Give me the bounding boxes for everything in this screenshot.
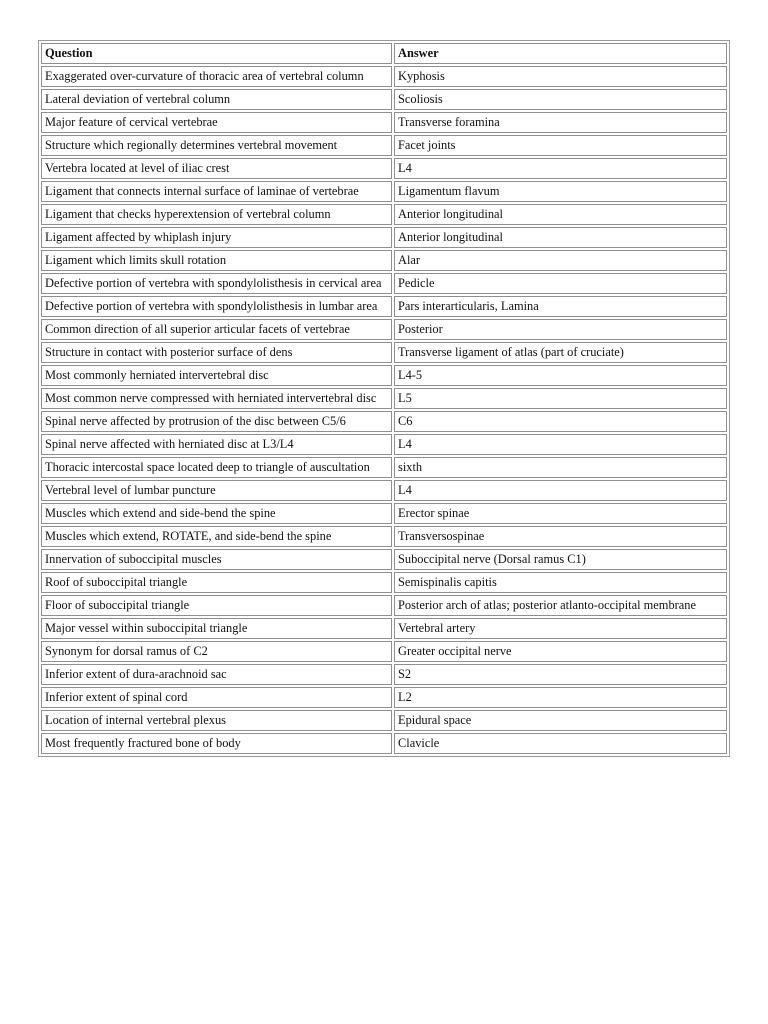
question-cell: Most commonly herniated intervertebral disc: [41, 365, 392, 386]
qa-table-container: [38, 40, 728, 757]
answer-cell: Anterior longitudinal: [394, 204, 727, 225]
table-row: [41, 181, 727, 202]
question-cell: Defective portion of vertebra with spondylolisthesis in lumbar area: [41, 296, 392, 317]
table-row: [41, 434, 727, 455]
answer-cell: Suboccipital nerve (Dorsal ramus C1): [394, 549, 727, 570]
answer-cell: Kyphosis: [394, 66, 727, 87]
question-cell: Spinal nerve affected with herniated disc at L3/L4: [41, 434, 392, 455]
answer-cell: Ligamentum flavum: [394, 181, 727, 202]
answer-cell: Scoliosis: [394, 89, 727, 110]
question-cell: Major vessel within suboccipital triangle: [41, 618, 392, 639]
question-cell: Muscles which extend, ROTATE, and side-bend the spine: [41, 526, 392, 547]
question-cell: Muscles which extend and side-bend the spine: [41, 503, 392, 524]
table-header: [41, 43, 727, 64]
question-cell: Structure in contact with posterior surface of dens: [41, 342, 392, 363]
table-row: [41, 687, 727, 708]
table-row: [41, 112, 727, 133]
question-column-header: Question: [41, 43, 392, 64]
table-body: [41, 66, 727, 754]
question-cell: Vertebral level of lumbar puncture: [41, 480, 392, 501]
table-row: [41, 66, 727, 87]
question-cell: Ligament affected by whiplash injury: [41, 227, 392, 248]
question-cell: Ligament that connects internal surface of laminae of vertebrae: [41, 181, 392, 202]
answer-cell: L4-5: [394, 365, 727, 386]
answer-cell: L4: [394, 480, 727, 501]
answer-cell: Vertebral artery: [394, 618, 727, 639]
answer-cell: S2: [394, 664, 727, 685]
table-row: [41, 158, 727, 179]
answer-cell: Anterior longitudinal: [394, 227, 727, 248]
question-cell: Synonym for dorsal ramus of C2: [41, 641, 392, 662]
answer-cell: Greater occipital nerve: [394, 641, 727, 662]
table-row: [41, 411, 727, 432]
table-row: [41, 572, 727, 593]
table-row: [41, 526, 727, 547]
question-cell: Most frequently fractured bone of body: [41, 733, 392, 754]
answer-cell: Transverse foramina: [394, 112, 727, 133]
question-cell: Most common nerve compressed with herniated intervertebral disc: [41, 388, 392, 409]
answer-cell: Erector spinae: [394, 503, 727, 524]
header-row: [41, 43, 727, 64]
qa-table: [38, 40, 730, 757]
question-cell: Major feature of cervical vertebrae: [41, 112, 392, 133]
table-row: [41, 733, 727, 754]
table-row: [41, 296, 727, 317]
question-cell: Lateral deviation of vertebral column: [41, 89, 392, 110]
answer-cell: Transversospinae: [394, 526, 727, 547]
table-row: [41, 618, 727, 639]
question-cell: Innervation of suboccipital muscles: [41, 549, 392, 570]
table-row: [41, 273, 727, 294]
answer-cell: Transverse ligament of atlas (part of cruciate): [394, 342, 727, 363]
question-cell: Exaggerated over-curvature of thoracic area of vertebral column: [41, 66, 392, 87]
table-row: [41, 227, 727, 248]
question-cell: Floor of suboccipital triangle: [41, 595, 392, 616]
answer-cell: Facet joints: [394, 135, 727, 156]
answer-cell: Semispinalis capitis: [394, 572, 727, 593]
answer-cell: Clavicle: [394, 733, 727, 754]
table-row: [41, 89, 727, 110]
question-cell: Ligament which limits skull rotation: [41, 250, 392, 271]
table-row: [41, 319, 727, 340]
table-row: [41, 480, 727, 501]
answer-cell: Posterior: [394, 319, 727, 340]
answer-cell: L4: [394, 158, 727, 179]
question-cell: Vertebra located at level of iliac crest: [41, 158, 392, 179]
table-row: [41, 641, 727, 662]
answer-cell: Posterior arch of atlas; posterior atlanto-occipital membrane: [394, 595, 727, 616]
question-cell: Spinal nerve affected by protrusion of the disc between C5/6: [41, 411, 392, 432]
answer-cell: Pars interarticularis, Lamina: [394, 296, 727, 317]
answer-cell: Alar: [394, 250, 727, 271]
question-cell: Inferior extent of dura-arachnoid sac: [41, 664, 392, 685]
question-cell: Common direction of all superior articular facets of vertebrae: [41, 319, 392, 340]
question-cell: Location of internal vertebral plexus: [41, 710, 392, 731]
table-row: [41, 388, 727, 409]
answer-cell: L2: [394, 687, 727, 708]
question-cell: Structure which regionally determines vertebral movement: [41, 135, 392, 156]
answer-cell: L4: [394, 434, 727, 455]
answer-cell: L5: [394, 388, 727, 409]
table-row: [41, 664, 727, 685]
table-row: [41, 250, 727, 271]
table-row: [41, 457, 727, 478]
table-row: [41, 135, 727, 156]
table-row: [41, 710, 727, 731]
question-cell: Inferior extent of spinal cord: [41, 687, 392, 708]
answer-cell: Pedicle: [394, 273, 727, 294]
table-row: [41, 204, 727, 225]
question-cell: Roof of suboccipital triangle: [41, 572, 392, 593]
question-cell: Defective portion of vertebra with spondylolisthesis in cervical area: [41, 273, 392, 294]
answer-cell: sixth: [394, 457, 727, 478]
question-cell: Ligament that checks hyperextension of vertebral column: [41, 204, 392, 225]
question-cell: Thoracic intercostal space located deep to triangle of auscultation: [41, 457, 392, 478]
table-row: [41, 342, 727, 363]
answer-cell: C6: [394, 411, 727, 432]
table-row: [41, 595, 727, 616]
answer-column-header: Answer: [394, 43, 727, 64]
table-row: [41, 365, 727, 386]
table-row: [41, 503, 727, 524]
answer-cell: Epidural space: [394, 710, 727, 731]
table-row: [41, 549, 727, 570]
